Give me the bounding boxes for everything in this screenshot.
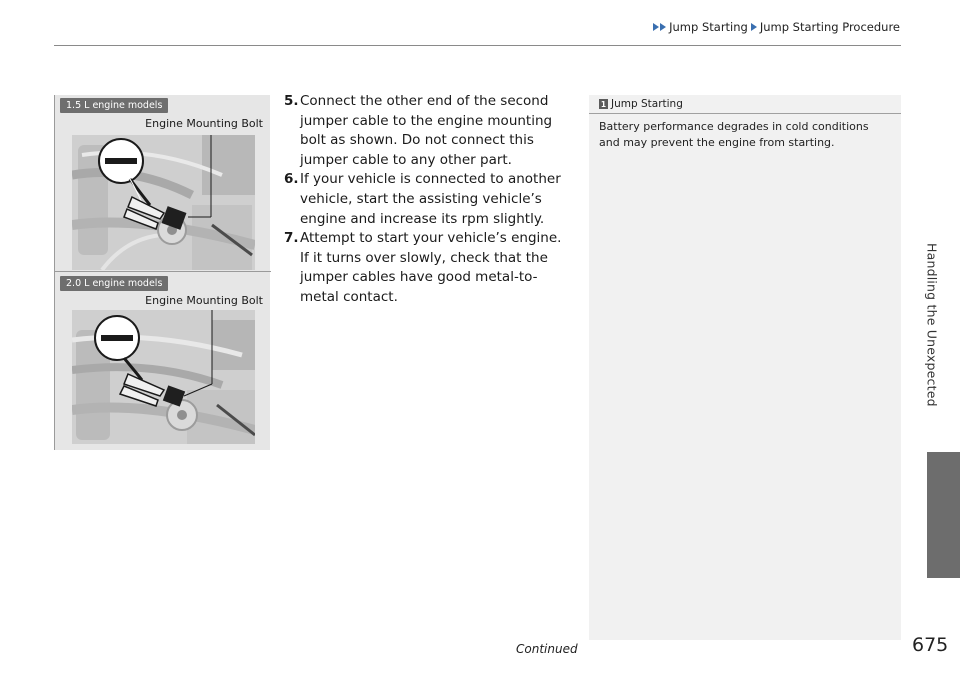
figure-panel	[54, 95, 270, 450]
chapter-side-label: Handling the Unexpected	[924, 243, 940, 407]
note-body: Battery performance degrades in cold conditions and may prevent the engine from starting.	[599, 120, 869, 149]
page-number: 675	[912, 634, 949, 656]
note-reference-icon: 1	[600, 99, 607, 109]
note-title[interactable]: Jump Starting	[611, 98, 683, 110]
breadcrumb-item[interactable]: Jump Starting	[669, 20, 748, 34]
step-number: 5.	[284, 93, 299, 109]
header-divider	[54, 45, 901, 46]
step-item	[284, 170, 574, 229]
model-badge: 1.5 L engine models	[60, 98, 168, 113]
callout-label: Engine Mounting Bolt	[145, 117, 263, 130]
breadcrumb-item[interactable]: Jump Starting Procedure	[759, 20, 900, 34]
note-panel	[589, 95, 901, 640]
breadcrumb-arrow-icon	[751, 23, 757, 31]
breadcrumb-arrow-icon	[653, 23, 666, 31]
continued-label: Continued	[516, 642, 578, 656]
step-number: 7.	[284, 230, 299, 247]
figure-engine-2-0l	[55, 272, 271, 450]
figure-engine-1-5l	[55, 95, 271, 272]
chapter-thumb-tab[interactable]	[927, 452, 960, 578]
step-item	[284, 229, 574, 307]
step-number: 6.	[284, 171, 299, 188]
note-header	[589, 95, 901, 110]
breadcrumb	[653, 20, 900, 34]
engine-bay-illustration	[72, 135, 255, 270]
engine-bay-illustration	[72, 310, 255, 444]
callout-label: Engine Mounting Bolt	[145, 294, 263, 307]
step-text: Attempt to start your vehicle’s engine. If it turns over slowly, check that the jumper cables have good metal-to-metal contact.	[300, 230, 562, 305]
model-badge: 2.0 L engine models	[60, 276, 168, 291]
step-text: Connect the other end of the second jumper cable to the engine mounting bolt as shown. Do not connect this jumper cable to any other part.	[300, 93, 553, 168]
step-text: If your vehicle is connected to another vehicle, start the assisting vehicle’s engine and increase its rpm slightly.	[300, 171, 561, 227]
step-item	[284, 92, 574, 170]
procedure-steps	[284, 92, 574, 308]
